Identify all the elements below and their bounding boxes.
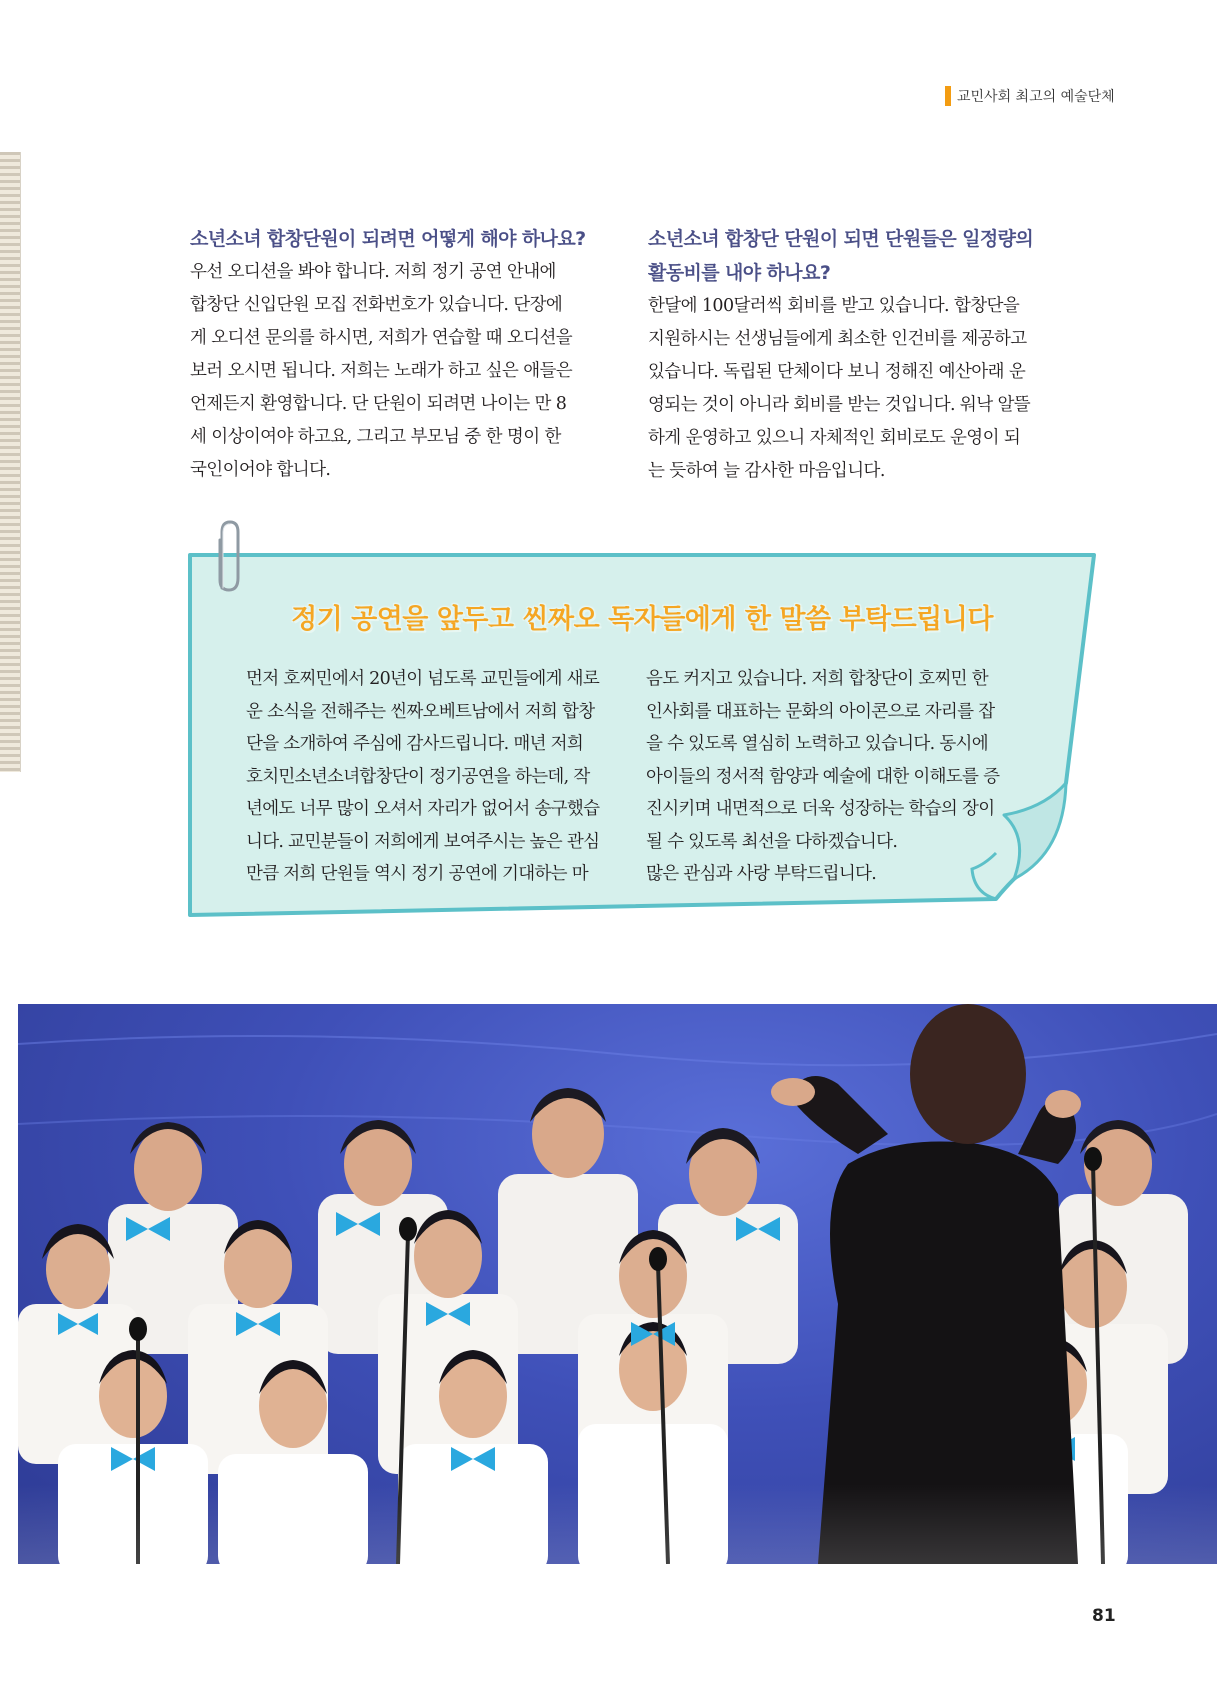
answer-right-line: 는 듯하여 늘 감사한 마음입니다.: [648, 461, 885, 481]
question-left: 소년소녀 합창단원이 되려면 어떻게 해야 하나요?: [190, 228, 586, 250]
page-number: 81: [1092, 1606, 1116, 1626]
note-right-line: 음도 커지고 있습니다. 저희 합창단이 호찌민 한: [646, 669, 988, 689]
answer-left-line: 우선 오디션을 봐야 합니다. 저희 정기 공연 안내에: [190, 262, 556, 282]
section-header: [945, 86, 1115, 106]
qa-right-column: [648, 222, 1066, 488]
note-left-line: 운 소식을 전해주는 씬짜오베트남에서 저희 합창: [246, 701, 595, 722]
note-right-line: 될 수 있도록 최선을 다하겠습니다.: [646, 831, 898, 852]
note-left-line: 호치민소년소녀합창단이 정기공연을 하는데, 작: [246, 766, 590, 787]
note-right-column: [646, 663, 1032, 891]
note-left-line: 니다. 교민분들이 저희에게 보여주시는 높은 관심: [246, 831, 600, 852]
note-right-line: 진시키며 내면적으로 더욱 성장하는 학습의 장이: [646, 799, 995, 819]
answer-right-line: 한달에 100달러씩 회비를 받고 있습니다. 합창단을: [648, 296, 1020, 316]
answer-left-line: 국인이어야 합니다.: [190, 460, 331, 480]
note-right-line: 아이들의 정서적 함양과 예술에 대한 이해도를 증: [646, 766, 1000, 787]
answer-left-line: 보러 오시면 됩니다. 저희는 노래가 하고 싶은 애들은: [190, 361, 573, 381]
paperclip-icon: [212, 518, 246, 596]
answer-right-line: 지원하시는 선생님들에게 최소한 인건비를 제공하고: [648, 329, 1027, 349]
answer-left-line: 언제든지 환영합니다. 단 단원이 되려면 나이는 만 8: [190, 394, 567, 414]
note-left-line: 단을 소개하여 주심에 감사드립니다. 매년 저희: [246, 734, 584, 754]
answer-right: [648, 290, 1066, 488]
note-right-line: 많은 관심과 사랑 부탁드립니다.: [646, 864, 877, 884]
question-right-line: 활동비를 내야 하나요?: [648, 262, 831, 284]
question-right: [648, 222, 1066, 290]
note-left-line: 먼저 호찌민에서 20년이 넘도록 교민들에게 새로: [246, 669, 600, 689]
conductor: [771, 1004, 1081, 1564]
choir-illustration: [18, 1004, 1217, 1564]
note-right-line: 인사회를 대표하는 문화의 아이콘으로 자리를 잡: [646, 701, 995, 722]
note-right-line: 을 수 있도록 열심히 노력하고 있습니다. 동시에: [646, 734, 988, 754]
answer-right-line: 하게 운영하고 있으니 자체적인 회비로도 운영이 되: [648, 428, 1021, 448]
edge-photo-strip: [0, 152, 21, 772]
answer-right-line: 있습니다. 독립된 단체이다 보니 정해진 예산아래 운: [648, 362, 1026, 382]
answer-left: [190, 256, 608, 487]
answer-left-line: 게 오디션 문의를 하시면, 저희가 연습할 때 오디션을: [190, 328, 573, 348]
question-right-line: 소년소녀 합창단 단원이 되면 단원들은 일정량의: [648, 228, 1034, 250]
answer-left-line: 합창단 신입단원 모집 전화번호가 있습니다. 단장에: [190, 295, 563, 315]
section-label: 교민사회 최고의 예술단체: [957, 89, 1115, 105]
qa-left-column: [190, 222, 608, 487]
choir-performance-photo: [18, 1004, 1217, 1564]
note-box: [184, 553, 1100, 921]
note-title: 정기 공연을 앞두고 씬짜오 독자들에게 한 말씀 부탁드립니다: [291, 604, 993, 635]
answer-left-line: 세 이상이여야 하고요, 그리고 부모님 중 한 명이 한: [190, 427, 561, 447]
accent-bar: [945, 86, 951, 106]
note-left-line: 년에도 너무 많이 오셔서 자리가 없어서 송구했습: [246, 799, 600, 819]
note-left-line: 만큼 저희 단원들 역시 정기 공연에 기대하는 마: [246, 864, 588, 884]
note-left-column: [246, 663, 632, 891]
answer-right-line: 영되는 것이 아니라 회비를 받는 것입니다. 워낙 알뜰: [648, 395, 1031, 415]
